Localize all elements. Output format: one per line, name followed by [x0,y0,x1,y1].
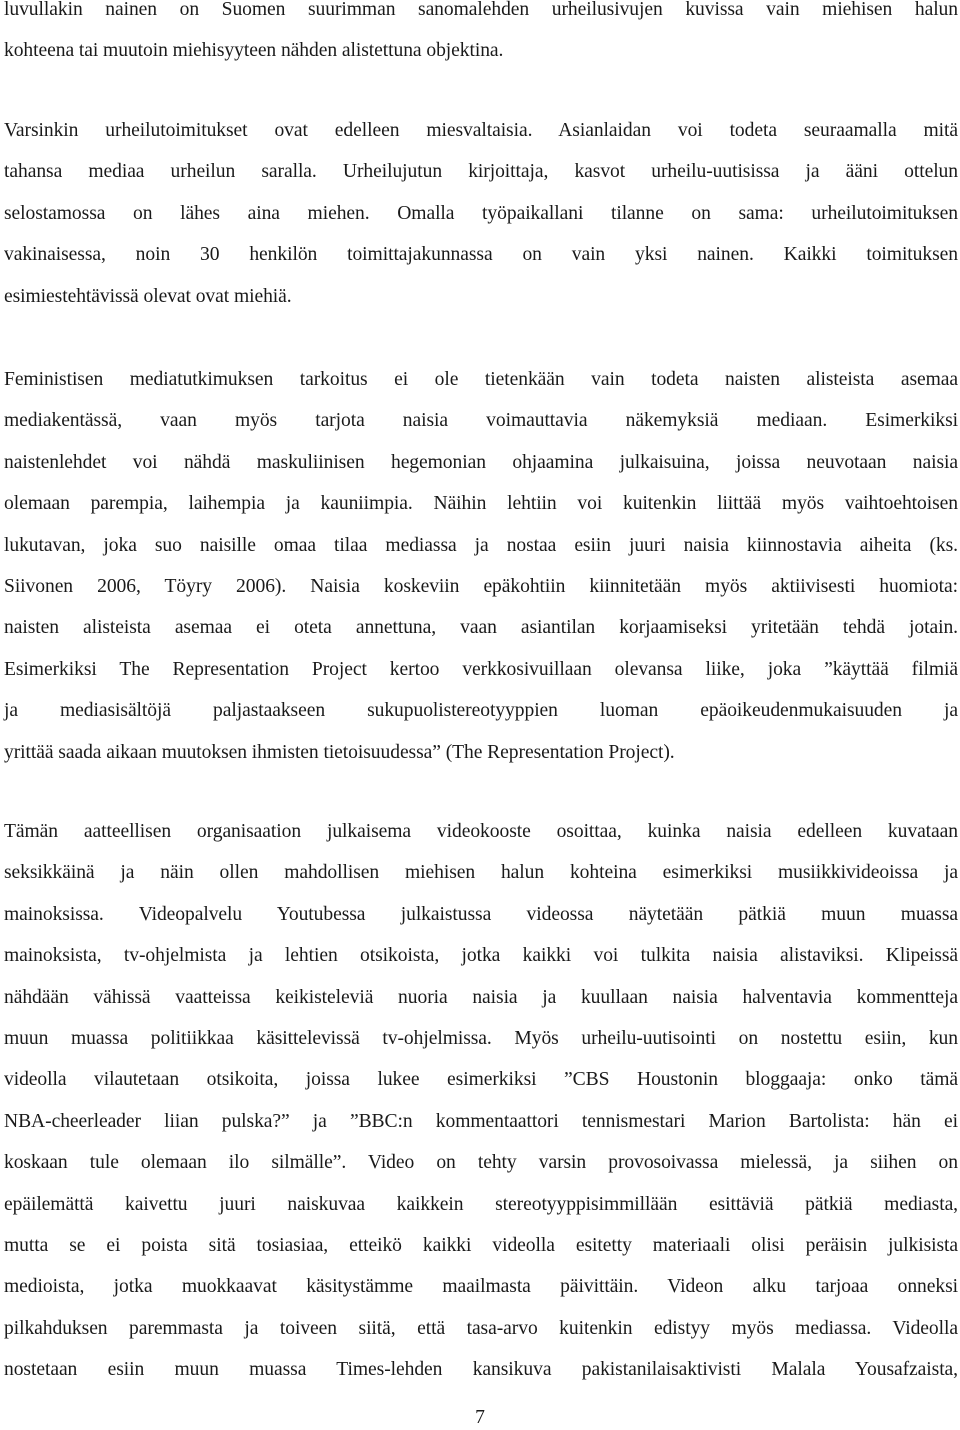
paragraph-2 [4,110,958,317]
text-line: mutta se ei poista sitä tosiasiaa, etteikö kaikki videolla esitetty materiaali olisi peräisin julkisista [4,1235,958,1257]
text-line: seksikkäinä ja näin ollen mahdollisen miehisen halun kohteina esimerkiksi musiikkivideoissa ja [4,862,958,884]
text-line: esimiestehtävissä olevat ovat miehiä. [4,285,292,307]
text-line: Feministisen mediatutkimuksen tarkoitus ei ole tietenkään vain todeta naisten alisteista asemaa [4,369,958,390]
text-line: mainoksissa. Videopalvelu Youtubessa julkaistussa videossa näytetään pätkiä muun muassa [4,903,958,925]
text-line: nähdään vähissä vaatteissa keikisteleviä nuoria naisia ja kuullaan naisia halventavia kommentteja [4,986,958,1008]
text-line: videolla vilautetaan otsikoita, joissa lukee esimerkiksi ”CBS Houstonin bloggaaja: onko tämä [4,1069,958,1091]
text-line: epäilemättä kaivettu juuri naiskuvaa kaikkein stereotyyppisimmillään esittäviä pätkiä mediasta, [4,1193,958,1215]
page-number: 7 [475,1407,485,1428]
text-line: selostamossa on lähes aina miehen. Omalla työpaikallani tilanne on sama: urheilutoimituksen [4,202,958,224]
text-line: pilkahduksen paremmasta ja toiveen siitä, että tasa-arvo kuitenkin edistyy myös mediassa. Videolla [4,1317,958,1339]
text-line: muun muassa politiikkaa käsittelevissä tv-ohjelmissa. Myös urheilu-uutisointi on nostettu esiin, kun [4,1028,958,1050]
text-line: mainoksista, tv-ohjelmista ja lehtien otsikoista, jotka kaikki voi tulkita naisia alistaviksi. Klipeissä [4,945,958,967]
paragraph-4 [4,811,958,1391]
text-line: lukutavan, joka suo naisille omaa tilaa mediassa ja nostaa esiin juuri naisia kiinnostavia aiheita (ks. [4,534,958,556]
text-line: tahansa mediaa urheilun saralla. Urheilujutun kirjoittaja, kasvot urheilu-uutisissa ja ääni ottelun [4,161,958,183]
text-line: koskaan tule olemaan ilo silmälle”. Video on tehty varsin provosoivassa mielessä, ja siihen on [4,1152,958,1174]
text-line: kohteena tai muutoin miehisyyteen nähden alistettuna objektina. [4,40,504,62]
text-line: olemaan parempia, laihempia ja kauniimpia. Näihin lehtiin voi kuitenkin liittää myös vaihtoehtoisen [4,493,958,515]
text-line: naistenlehdet voi nähdä maskuliinisen hegemonian ohjaamina julkaisuina, joissa neuvotaan naisia [4,451,958,473]
text-line: yrittää saada aikaan muutoksen ihmisten tietoisuudessa” (The Representation Project). [4,741,675,763]
paragraph-3 [4,359,958,773]
text-line: Tämän aatteellisen organisaation julkaisema videokooste osoittaa, kuinka naisia edelleen kuvataan [4,821,958,842]
text-line: Siivonen 2006, Töyry 2006). Naisia koskeviin epäkohtiin kiinnitetään myös aktiivisesti huomiota: [4,576,958,598]
text-line: ja mediasisältöjä paljastaakseen sukupuolistereotyyppien luoman epäoikeudenmukaisuuden ja [4,700,958,722]
text-line: medioista, jotka muokkaavat käsitystämme maailmasta päivittäin. Videon alku tarjoaa onneksi [4,1276,958,1298]
text-line: nostetaan esiin muun muassa Times-lehden kansikuva pakistanilaisaktivisti Malala Yousafzaista, [4,1359,958,1381]
text-line: mediakentässä, vaan myös tarjota naisia voimauttavia näkemyksiä mediaan. Esimerkiksi [4,410,958,432]
text-line: luvullakin nainen on Suomen suurimman sanomalehden urheilusivujen kuvissa vain miehisen halun [4,0,958,20]
text-line: naisten alisteista asemaa ei oteta annettuna, vaan asiantilan korjaamiseksi yritetään tehdä jotain. [4,617,958,639]
text-line: vakinaisessa, noin 30 henkilön toimittajakunnassa on vain yksi nainen. Kaikki toimituksen [4,244,958,266]
text-line: Esimerkiksi The Representation Project kertoo verkkosivuillaan olevansa liike, joka ”käyttää filmiä [4,658,958,680]
text-line: Varsinkin urheilutoimitukset ovat edelleen miesvaltaisia. Asianlaidan voi todeta seuraamalla mitä [4,120,958,141]
paragraph-1 [4,0,958,72]
text-line: NBA-cheerleader liian pulska?” ja ”BBC:n kommentaattori tennismestari Marion Bartolista: hän ei [4,1110,958,1132]
